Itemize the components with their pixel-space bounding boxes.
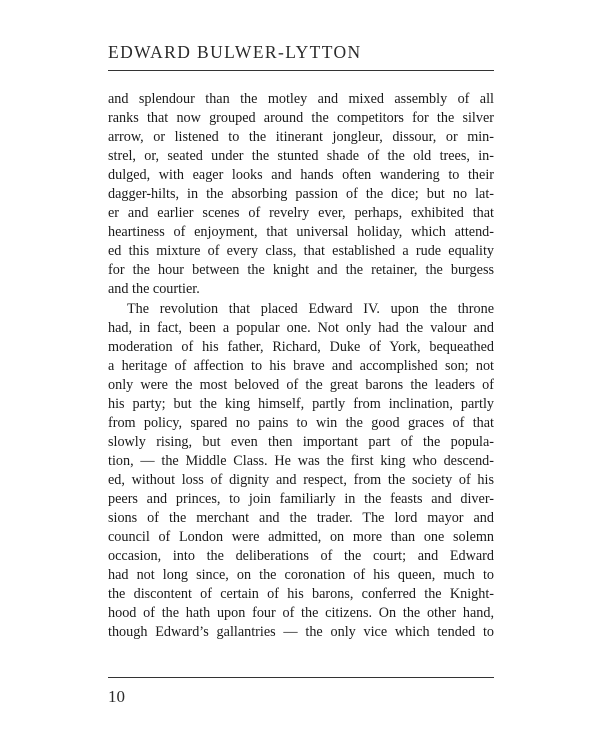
text-line: slowly rising, but even then important part of the popula- [108, 433, 494, 450]
text-line: a heritage of affection to his brave and accomplished son; not [108, 357, 494, 374]
text-line: and splendour than the motley and mixed assembly of all [108, 91, 494, 107]
text-line: for the hour between the knight and the retainer, the burgess [108, 262, 494, 279]
text-line: moderation of his father, Richard, Duke of York, bequeathed [108, 338, 494, 355]
paragraph [108, 300, 494, 643]
footer-rule [108, 677, 494, 678]
header-rule [108, 70, 494, 71]
text-line: peers and princes, to join familiarly in the feasts and diver- [108, 490, 494, 507]
text-line: the discontent of certain of his barons, conferred the Knight- [108, 586, 494, 603]
text-line: council of London were admitted, on more than one solemn [108, 529, 494, 546]
text-line: dagger-hilts, in the absorbing passion of the dice; but no lat- [108, 186, 494, 203]
text-line: er and earlier scenes of revelry ever, perhaps, exhibited that [108, 205, 494, 222]
text-line: strel, or, seated under the stunted shade of the old trees, in- [108, 148, 494, 165]
text-line: hood of the hath upon four of the citizens. On the other hand, [108, 605, 494, 622]
text-line: occasion, into the deliberations of the court; and Edward [108, 548, 494, 565]
text-line: ed this mixture of every class, that established a rude equality [108, 243, 494, 260]
text-line: heartiness of enjoyment, that universal holiday, which attend- [108, 224, 494, 241]
text-line: arrow, or listened to the itinerant jongleur, dissour, or min- [108, 129, 494, 146]
text-line: had, in fact, been a popular one. Not only had the valour and [108, 319, 494, 336]
text-line: ed, without loss of dignity and respect, from the society of his [108, 471, 494, 488]
text-line: his party; but the king himself, partly from inclination, partly [108, 395, 494, 412]
text-line: ranks that now grouped around the competitors for the silver [108, 110, 494, 127]
text-line: dulged, with eager looks and hands often wandering to their [108, 167, 494, 184]
text-line: though Edward’s gallantries — the only vice which tended to [108, 624, 494, 641]
text-line: only were the most beloved of the great barons the leaders of [108, 376, 494, 393]
text-line: and the courtier. [108, 281, 200, 298]
running-head: EDWARD BULWER-LYTTON [108, 42, 362, 62]
paragraph [108, 90, 494, 300]
text-line: from policy, spared no pains to win the good graces of that [108, 414, 494, 431]
text-line: The revolution that placed Edward IV. upon the throne [127, 300, 494, 317]
text-line: had not long since, on the coronation of his queen, much to [108, 567, 494, 584]
text-line: tion, — the Middle Class. He was the first king who descend- [108, 452, 494, 469]
body-text [108, 90, 494, 642]
page-number: 10 [108, 687, 125, 706]
text-line: sions of the merchant and the trader. The lord mayor and [108, 510, 494, 527]
